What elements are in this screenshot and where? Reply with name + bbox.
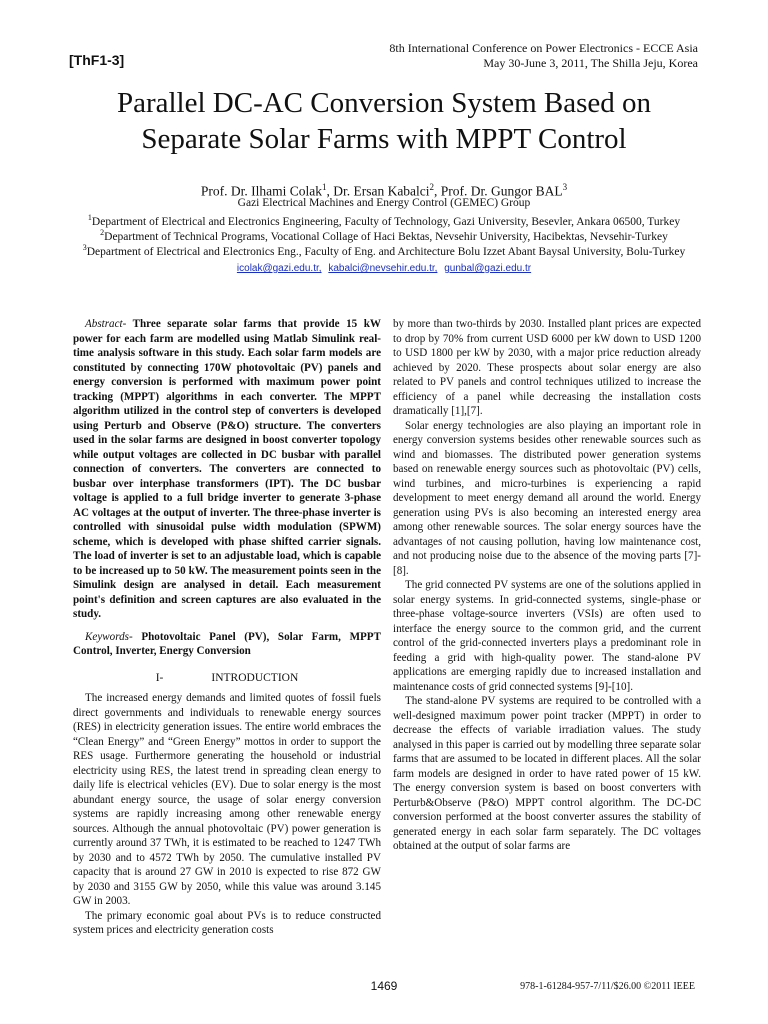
affiliation-1-text: Department of Electrical and Electronics Engineering, Faculty of Technology, Gazi University, Besevler, Ankara 06500, Turkey — [91, 215, 681, 228]
section-heading — [73, 671, 381, 686]
conference-info — [338, 41, 698, 71]
right-paragraph-2: Solar energy technologies are also playing an important role in energy conversion systems besides other renewable sources such as wind and biomasses. The distributed power generation systems based on renewable energy sources such as photovoltaic (PV) cells, wind turbines, and micro-turbines is experiencing a rapid development to meet energy demand all around the world. Energy generation using PVs is also becoming an interested energy area among other renewable sources. The solar energy sources have the advantages of not causing pollution, having low maintenance cost, and not producing noise due to the absence of the moving parts [7]-[8]. — [393, 419, 701, 577]
keywords-label: Keywords- — [85, 630, 133, 643]
author-2-sup: 2 — [429, 182, 435, 192]
email-link-2[interactable]: kabalci@nevsehir.edu.tr, — [328, 263, 438, 274]
keywords — [73, 630, 381, 659]
email-link-1[interactable]: icolak@gazi.edu.tr, — [236, 263, 322, 274]
session-code: [ThF1-3] — [69, 52, 125, 68]
abstract-text: Three separate solar farms that provide 15 kW power for each farm are modelled using Matlab Simulink real-time analysis software in this study. Each solar farm models are constituted by connecting 170W photovoltaic (PV) panels and energy conversion is performed with maximum power point tracking (MPPT) algorithms in each converter. The MPPT algorithm utilized in the control step of converters is developed using Perturb and Observe (P&O) structure. The converters used in the solar farms are designed in boost converter topology while output voltages are collected in DC busbar with parallel connection of converters. The converters are connected to busbar over interphase transformers (IPT). The DC busbar voltage is applied to a full bridge inverter to generate 3-phase AC voltages at the output of inverter. The three-phase inverter is controlled with sinusoidal pulse width modulation (SPWM) scheme, which is developed with phase shifted carrier signals. The load of inverter is set to an adjustable load, which is capable to be increased up to 50 kW. The measurement points seen in the Simulink design are analysed in detail. Each measurement point's definition and screen captures are also evaluated in the study. — [73, 318, 381, 620]
section-number: I- — [155, 671, 164, 684]
research-group: Gazi Electrical Machines and Energy Control (GEMEC) Group — [237, 197, 531, 209]
paper-title — [40, 85, 728, 157]
affiliation-3-sup: 3 — [82, 243, 87, 252]
author-1-sup: 1 — [321, 182, 327, 192]
right-paragraph-1: by more than two-thirds by 2030. Installed plant prices are expected to drop by 70% from current USD 6000 per kW down to USD 1200 to USD 1800 per kW by 2030, with a major price reduction already achieved by 2020. These prospects about solar energy are also related to PV panels and control techniques utilized to increase the efficiency of a panel while decreasing the installation costs dramatically [1],[7]. — [393, 318, 701, 417]
affiliation-3-text: Department of Electrical and Electronics Eng., Faculty of Eng. and Architecture Bolu Izzet Abant Baysal University, Bolu-Turkey — [86, 245, 686, 258]
right-column — [393, 317, 701, 854]
isbn-copyright: 978-1-61284-957-7/11/$26.00 ©2011 IEEE — [520, 981, 695, 992]
page-number: 1469 — [370, 979, 398, 993]
email-list — [40, 263, 728, 274]
author-3-sup: 3 — [562, 182, 568, 192]
intro-paragraph-1: The increased energy demands and limited quotes of fossil fuels direct governments and individuals to renewable energy sources (RES) in electricity generation issues. The entire world embraces the “Clean Energy” and “Green Energy” mottos in order to support the RES usage. Furthermore generating the household or industrial electricity using RES, the latest trend in spreading clean energy to daily life is electrical vehicles (EV). Due to solar energy is the most abundant energy source, the usage of solar energy conversion systems are rapidly increasing among other renewable energy sources. Although the annual photovoltaic (PV) power generation is currently around 37 TWh, it is estimated to be reached to 1247 TWh by 2030 and to 4572 TWh by 2050. The cumulative installed PV capacity that is around 27 GW in 2010 is expected to rise 872 GW by 2030 and 3155 GW by 2050, while this value was around 3.145 GW in 2003. — [73, 692, 381, 907]
conference-line-2: May 30-June 3, 2011, The Shilla Jeju, Korea — [483, 56, 698, 70]
affiliation-1-sup: 1 — [87, 213, 92, 222]
affiliation-2-sup: 2 — [100, 228, 105, 237]
affiliation-3 — [40, 243, 728, 258]
title-line-1: Parallel DC-AC Conversion System Based on — [116, 87, 652, 119]
conference-line-1: 8th International Conference on Power Electronics - ECCE Asia — [389, 41, 698, 55]
section-title: INTRODUCTION — [211, 671, 299, 684]
affiliation-2 — [40, 228, 728, 243]
left-column — [73, 317, 381, 938]
author-3: , Prof. Dr. Gungor BAL — [434, 183, 563, 199]
keywords-text: Photovoltaic Panel (PV), Solar Farm, MPPT Control, Inverter, Energy Conversion — [73, 630, 381, 657]
affiliation-2-text: Department of Technical Programs, Vocational Collage of Haci Bektas, Nevsehir University, Hacibektas, Nevsehir-Turkey — [104, 230, 668, 243]
author-2: , Dr. Ersan Kabalci — [326, 183, 430, 199]
email-link-3[interactable]: gunbal@gazi.edu.tr — [444, 263, 532, 274]
abstract — [73, 317, 381, 622]
right-paragraph-4: The stand-alone PV systems are required to be controlled with a well-designed maximum power point tracker (MPPT) in order to decrease the effects of variable irradiation values. The study analysed in this paper is carried out by modelling three separate solar farms that are assumed to be located in different places. All the solar farm models are designed in order to have rated power of 15 kW. The energy conversion system is based on boost converters with Perturb&Observe (P&O) MPPT control algorithm. The DC-DC conversion performed at the boost converter assures the stability of generated energy in each solar farm separately. The DC voltages obtained at the output of solar farms are — [393, 695, 701, 852]
author-1: Prof. Dr. Ilhami Colak — [200, 183, 322, 199]
abstract-label: Abstract- — [85, 318, 127, 330]
affiliation-1 — [40, 213, 728, 228]
intro-paragraph-2: The primary economic goal about PVs is to reduce constructed system prices and electricity generation costs — [73, 909, 381, 936]
right-paragraph-3: The grid connected PV systems are one of the solutions applied in solar energy systems. In grid-connected systems, single-phase or three-phase voltage-source inverters (VSIs) are often used to interface the energy source to the common grid, and the current control of the grid-connected inverters plays a predominant role in feeding a grid with high-quality power. The stand-alone PV applications are emerging rapidly due to increased installation and maintenance costs of grid connected systems [9]-[10]. — [393, 579, 701, 693]
title-line-2: Separate Solar Farms with MPPT Control — [141, 123, 627, 155]
